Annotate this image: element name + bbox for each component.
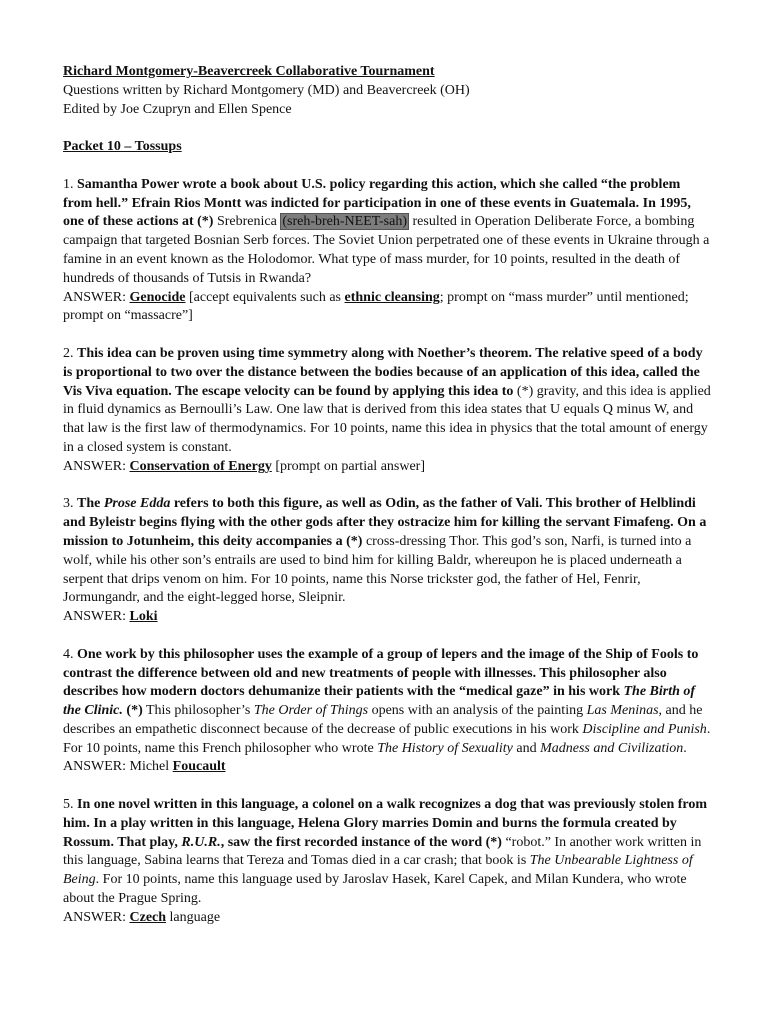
- tossup-5: 5. In one novel written in this language, a colonel on a walk recognizes a dog that was previously stolen from him. In a play written in this language, Helena Glory marries Domin and burns the formula created by Rossum. That play, R.U.R., saw the first recorded instance of the word (*) “robot.” In another work written in this language, Sabina learns that Tereza and Tomas died in a car crash; that book is The Unbearable Lightness of Being. For 10 points, name this language used by Jaroslav Hasek, Karel Capek, and Milan Kundera, who wrote about the Prague Spring. ANSWER: Czech language: [63, 796, 708, 928]
- edited-by: Edited by Joe Czupryn and Ellen Spence: [63, 101, 292, 117]
- q1-line: from hell.” Efrain Rios Montt was indicted for participation in one of these events in Guatemala. In 1995,: [63, 195, 691, 211]
- q3-number: 3.: [63, 496, 74, 512]
- q5-power-mark: , saw the first recorded instance of the word (*): [220, 834, 502, 850]
- q1-answer-main: Genocide: [129, 289, 186, 305]
- q4-title: The Birth of: [623, 684, 696, 700]
- q4-line: One work by this philosopher uses the example of a group of lepers and the image of the Ship of Fools to: [77, 646, 699, 662]
- q4-number: 4.: [63, 646, 74, 662]
- q2-line: is proportional to two over the distance between the bodies because of an application of this idea, called the: [63, 364, 700, 380]
- q3-power-mark: mission to Jotunheim, this deity accompanies a (*): [63, 533, 363, 549]
- q1-answer-cont: prompt on “massacre”]: [63, 308, 193, 324]
- q1-number: 1.: [63, 176, 74, 192]
- q3-line: wolf, while his other son’s entrails are used to bind him for killing Baldr, whereupon he is placed underneath a: [63, 552, 682, 568]
- q5-line: In one novel written in this language, a colonel on a walk recognizes a dog that was previously stolen from: [77, 797, 708, 813]
- document-header: [63, 63, 708, 176]
- q1-line: Samantha Power wrote a book about U.S. policy regarding this action, which she called “the problem: [77, 176, 681, 192]
- q2-line: that law is the first law of thermodynamics. For 10 points, name this idea in physics that the total amount of energy: [63, 421, 708, 437]
- q1-power-mark: one of these actions at (*): [63, 214, 214, 230]
- q5-line: about the Prague Spring.: [63, 891, 202, 907]
- q1-line: famine in an event known as the Holodomor. What type of mass murder, for 10 points, resulted in the death of: [63, 251, 680, 267]
- tossup-1: [63, 176, 708, 326]
- written-by: Questions written by Richard Montgomery (MD) and Beavercreek (OH): [63, 82, 470, 98]
- q2-answer-main: Conservation of Energy: [129, 458, 272, 474]
- q4-answer-main: Foucault: [172, 759, 226, 775]
- q2-number: 2.: [63, 345, 74, 361]
- tossup-2: [63, 345, 711, 477]
- q3-answer-main: Loki: [129, 609, 158, 625]
- tournament-title: Richard Montgomery-Beavercreek Collaborative Tournament: [63, 64, 435, 79]
- q1-answer-alt: ethnic cleansing: [344, 289, 440, 305]
- q3-title: Prose Edda: [103, 496, 171, 512]
- q3-line: Jormungandr, and the eight-legged horse, Sleipnir.: [63, 590, 346, 606]
- tossup-3: 3. The Prose Edda refers to both this figure, as well as Odin, as the father of Vali. This brother of Helblindi and Byleistr begins flying with the other gods after they ostracize him for killing the servant Fimafeng. On a mission to Jotunheim, this deity accompanies a (*) cross-dressing Thor. This god’s son, Narfi, is turned into a wolf, while his other son’s entrails are used to bind him for killing Baldr, whereupon he is placed underneath a serpent that drips venom on him. For 10 points, name this Norse trickster god, the father of Hel, Fenrir, Jormungandr, and the eight-legged horse, Sleipnir. ANSWER: Loki: [63, 495, 708, 627]
- q4-power-mark: (*): [122, 703, 143, 719]
- q3-line: and Byleistr begins flying with the other gods after they ostracize him for killing the servant Fimafeng. On a: [63, 515, 707, 531]
- q2-answer: ANSWER: Conservation of Energy [prompt on partial answer]: [63, 458, 426, 474]
- q2-line: This idea can be proven using time symmetry along with Noether’s theorem. The relative speed of a body: [77, 345, 703, 361]
- q5-line: him. In a play written in this language, Helena Glory marries Domin and burns the formula created by: [63, 815, 677, 831]
- q4-answer: ANSWER: Michel Foucault: [63, 759, 226, 775]
- q5-answer: ANSWER: Czech language: [63, 909, 221, 925]
- q1-answer: ANSWER: Genocide [accept equivalents such as ethnic cleansing; prompt on “mass murder” until mentioned;: [63, 289, 689, 305]
- q5-answer-main: Czech: [129, 909, 167, 925]
- q1-text: resulted in Operation Deliberate Force, a bombing: [409, 214, 695, 230]
- q3-line: serpent that drips venom on him. For 10 points, name this Norse trickster god, the father of Hel, Fenrir,: [63, 571, 641, 587]
- q5-number: 5.: [63, 797, 74, 813]
- packet-title: Packet 10 – Tossups: [63, 139, 182, 155]
- q2-line: in a closed system is constant.: [63, 439, 232, 455]
- q5-title: R.U.R.: [181, 834, 221, 850]
- q2-line: in fluid dynamics as Bernoulli’s Law. One law that is derived from this idea states that U equals Q minus W, and: [63, 402, 694, 418]
- q3-answer: ANSWER: Loki: [63, 609, 158, 625]
- q4-line: contrast the difference between old and new treatments of people with illnesses. This philosopher also: [63, 665, 667, 681]
- q1-text: Srebrenica: [213, 214, 281, 230]
- pronunciation-guide: (sreh-breh-NEET-sah): [282, 214, 407, 230]
- q1-line: campaign that targeted Bosnian Serb forces. The Soviet Union perpetrated one of these events in Ukraine through a: [63, 233, 710, 249]
- q2-power-mark: (*) gravity, and this idea is applied: [513, 383, 711, 399]
- tossup-4: 4. One work by this philosopher uses the example of a group of lepers and the image of the Ship of Fools to contrast the difference between old and new treatments of people with illnesses. This philosopher also describes how modern doctors dehumanize their patients with the “medical gaze” in his work The Birth of the Clinic. (*) This philosopher’s The Order of Things opens with an analysis of the painting Las Meninas, and he describes an empathetic disconnect because of the decrease of public executions in his work Discipline and Punish. For 10 points, name this French philosopher who wrote The History of Sexuality and Madness and Civilization. ANSWER: Michel Foucault: [63, 646, 708, 778]
- q1-line: hundreds of thousands of Tutsis in Rwanda?: [63, 270, 312, 286]
- q2-line: Vis Viva equation. The escape velocity can be found by applying this idea to: [63, 383, 514, 399]
